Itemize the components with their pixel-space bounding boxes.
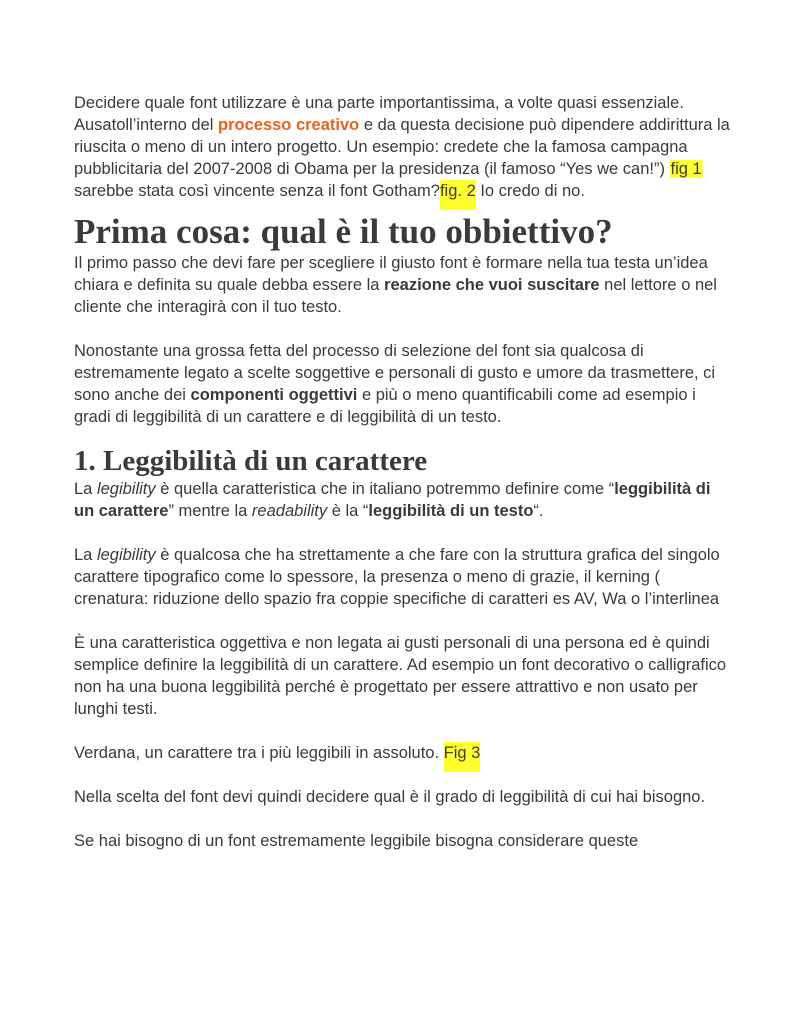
bold-text: componenti oggettivi xyxy=(190,386,358,404)
text: è qualcosa che ha strettamente a che fare con la struttura grafica del singolo carattere tipografico come lo spessore, la presenza o meno di grazie, il kerning ( crenatura: riduzione dello spazio fra coppie specifiche di caratteri es AV, Wa o l’interlinea xyxy=(74,546,720,608)
processo-creativo-link[interactable]: processo creativo xyxy=(218,116,360,134)
leggibilita-paragraph-5: Nella scelta del font devi quindi decidere qual è il grado di leggibilità di cui hai bisogno. xyxy=(74,788,706,806)
bold-text: reazione che vuoi suscitare xyxy=(384,276,600,294)
obbiettivo-paragraph-1 xyxy=(74,252,734,318)
intro-text-3: sarebbe stata così vincente senza il font Gotham? xyxy=(74,182,440,200)
italic-text: legibility xyxy=(96,546,156,564)
text: è quella caratteristica che in italiano potremmo definire come “ xyxy=(155,480,615,498)
intro-text-2: e da questa decisione può dipendere addirittura la riuscita o meno di un intero progetto. Un esempio: credete che la famosa campagna pubblicitaria del 2007-2008 di Obama per la presidenza (il famoso “Yes we can!”) xyxy=(74,116,730,178)
text: La xyxy=(74,546,97,564)
text: Verdana, un carattere tra i più leggibili in assoluto. xyxy=(74,744,444,762)
obbiettivo-paragraph-2 xyxy=(74,340,734,428)
leggibilita-paragraph-1 xyxy=(74,478,734,522)
intro-paragraph xyxy=(74,92,734,202)
fig-3-reference[interactable]: Fig 3 xyxy=(444,742,481,772)
intro-text-4: Io credo di no. xyxy=(475,182,585,200)
bold-text: leggibilità di un carattere xyxy=(74,480,711,520)
leggibilita-paragraph-4 xyxy=(74,742,734,764)
bold-text: leggibilità di un testo xyxy=(368,502,534,520)
text: Il primo passo che devi fare per scegliere il giusto font è formare nella tua testa un’idea chiara e definita su quale debba essere la xyxy=(74,254,708,294)
fig-1-reference[interactable]: fig 1 xyxy=(670,160,702,178)
leggibilita-paragraph-2 xyxy=(74,544,734,610)
section-heading-leggibilita: 1. Leggibilità di un carattere xyxy=(74,445,428,477)
section-heading-obbiettivo: Prima cosa: qual è il tuo obbiettivo? xyxy=(74,212,613,251)
leggibilita-paragraph-6: Se hai bisogno di un font estremamente leggibile bisogna considerare queste xyxy=(74,832,639,850)
italic-text: legibility xyxy=(96,480,156,498)
text: Nonostante una grossa fetta del processo di selezione del font sia qualcosa di estremamente legato a scelte soggettive e personali di gusto e umore da trasmettere, ci sono anche dei xyxy=(74,342,716,404)
italic-text: readability xyxy=(251,502,328,520)
text: nel lettore o nel cliente che interagirà con il tuo testo. xyxy=(74,276,717,316)
text: “. xyxy=(533,502,544,520)
fig-2-reference[interactable]: fig. 2 xyxy=(440,180,476,210)
text: La xyxy=(74,480,97,498)
text: e più o meno quantificabili come ad esempio i gradi di leggibilità di un carattere e di leggibilità di un testo. xyxy=(74,386,696,426)
document-page xyxy=(74,92,734,852)
text: è la “ xyxy=(327,502,369,520)
intro-text-1: Decidere quale font utilizzare è una parte importantissima, a volte quasi essenziale. Ausatoll’interno del xyxy=(74,94,684,134)
text: ” mentre la xyxy=(168,502,252,520)
leggibilita-paragraph-3: È una caratteristica oggettiva e non legata ai gusti personali di una persona ed è quindi semplice definire la leggibilità di un carattere. Ad esempio un font decorativo o calligrafico non ha una buona leggibilità perché è progettato per essere attrattivo e non usato per lunghi testi. xyxy=(74,634,727,718)
